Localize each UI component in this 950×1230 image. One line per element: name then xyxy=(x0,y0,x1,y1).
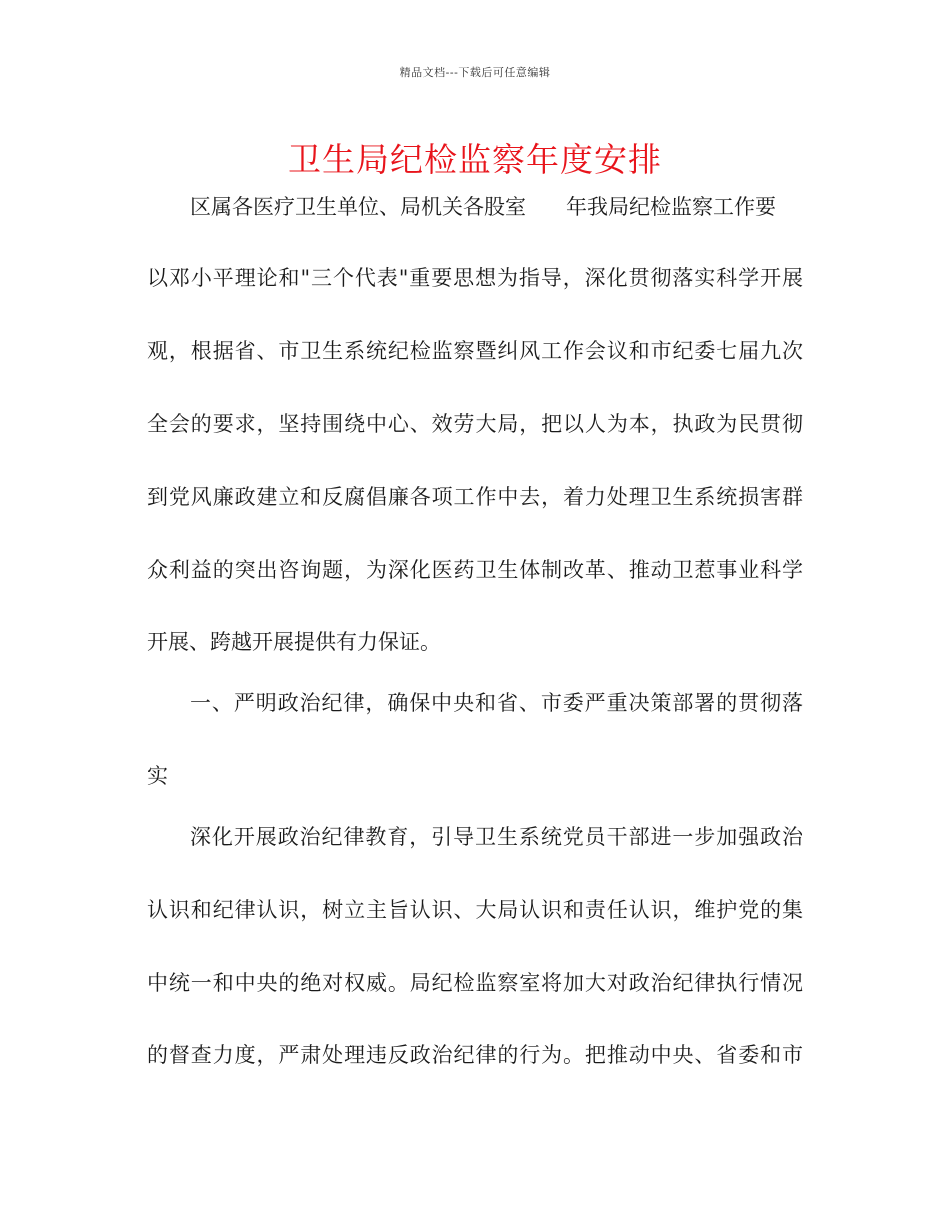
section-heading-line: 实 xyxy=(147,764,168,788)
page-header-note: 精品文档---下载后可任意编辑 xyxy=(399,66,551,79)
body-line: 到党风廉政建立和反腐倡廉各项工作中去，着力处理卫生系统损害群 xyxy=(147,485,803,509)
body-line: 开展、跨越开展提供有力保证。 xyxy=(147,630,441,654)
body-line: 众利益的突出咨询题，为深化医药卫生体制改革、推动卫惹事业科学 xyxy=(147,558,803,582)
section-heading-line: 一、严明政治纪律，确保中央和省、市委严重决策部署的贯彻落 xyxy=(190,691,803,715)
body-line: 全会的要求，坚持围绕中心、效劳大局，把以人为本，执政为民贯彻 xyxy=(147,412,803,436)
body-line xyxy=(190,192,803,222)
body-line: 以邓小平理论和"三个代表"重要思想为指导，深化贯彻落实科学开展 xyxy=(147,266,803,290)
body-line: 的督查力度，严肃处理违反政治纪律的行为。把推动中央、省委和市 xyxy=(147,1043,803,1067)
document-title: 卫生局纪检监察年度安排 xyxy=(288,140,662,179)
line-segment: 区属各医疗卫生单位、局机关各股室 xyxy=(190,195,526,219)
body-line: 观，根据省、市卫生系统纪检监察暨纠风工作会议和市纪委七届九次 xyxy=(147,339,803,363)
body-line: 深化开展政治纪律教育，引导卫生系统党员干部进一步加强政治 xyxy=(190,825,803,849)
line-segment: 年我局纪检监察工作要 xyxy=(566,195,776,219)
body-line: 认识和纪律认识，树立主旨认识、大局认识和责任认识，维护党的集 xyxy=(147,898,803,922)
body-line: 中统一和中央的绝对权威。局纪检监察室将加大对政治纪律执行情况 xyxy=(147,971,803,995)
